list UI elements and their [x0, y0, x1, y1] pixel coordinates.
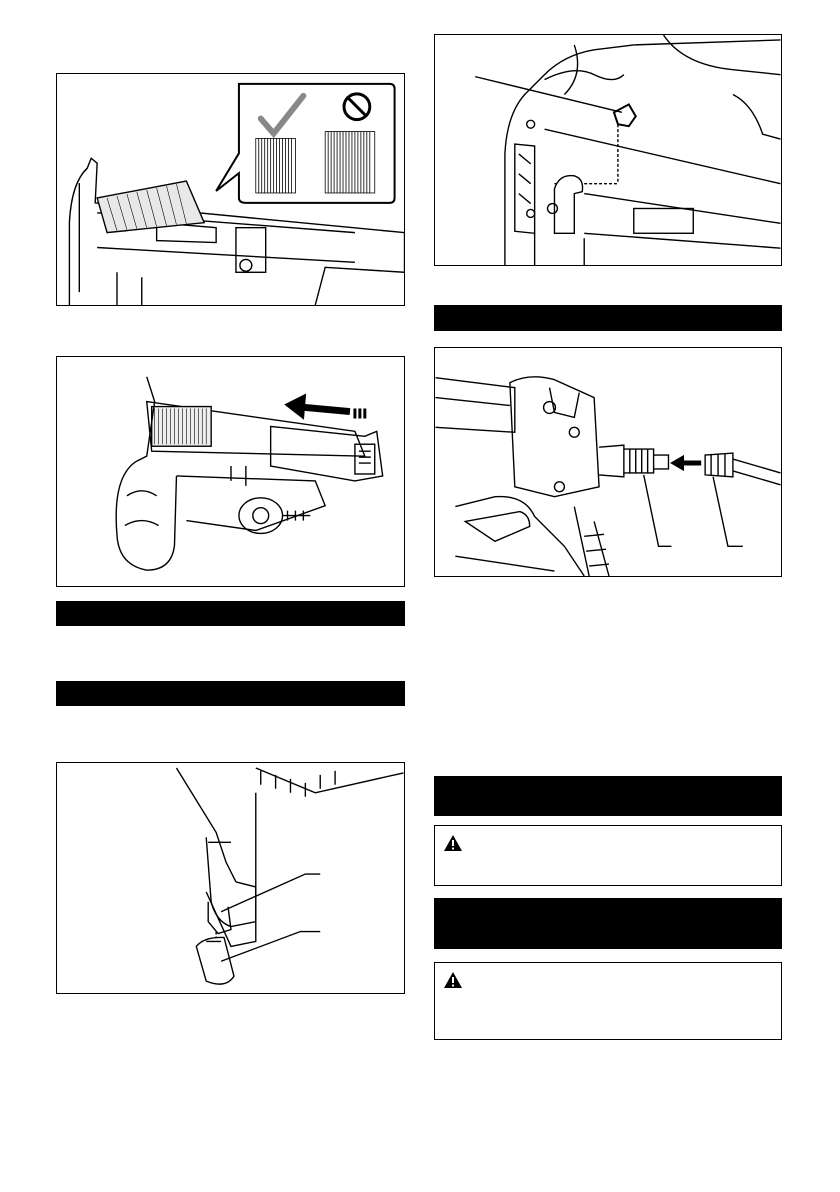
figure-nose-adapter — [56, 762, 405, 994]
figure-pusher-lever — [434, 34, 782, 266]
warning-triangle-icon — [443, 834, 463, 852]
figure-staple-loading — [56, 73, 405, 306]
warning-box-1 — [434, 825, 782, 886]
warning-box-2 — [434, 962, 782, 1040]
section-header-bar-2 — [56, 681, 405, 706]
magazine-pusher-illustration — [57, 357, 404, 586]
section-header-bar-4 — [434, 776, 782, 816]
air-hose-illustration — [435, 348, 781, 576]
warning-triangle-icon — [443, 971, 463, 989]
pusher-lever-illustration — [435, 35, 781, 265]
figure-air-hose-connection — [434, 347, 782, 577]
figure-magazine-pusher — [56, 356, 405, 587]
nose-adapter-illustration — [57, 763, 404, 993]
section-header-bar-1 — [56, 601, 405, 626]
section-header-bar-3 — [434, 305, 782, 331]
staple-loading-illustration — [57, 74, 404, 305]
section-header-bar-5 — [434, 898, 782, 949]
